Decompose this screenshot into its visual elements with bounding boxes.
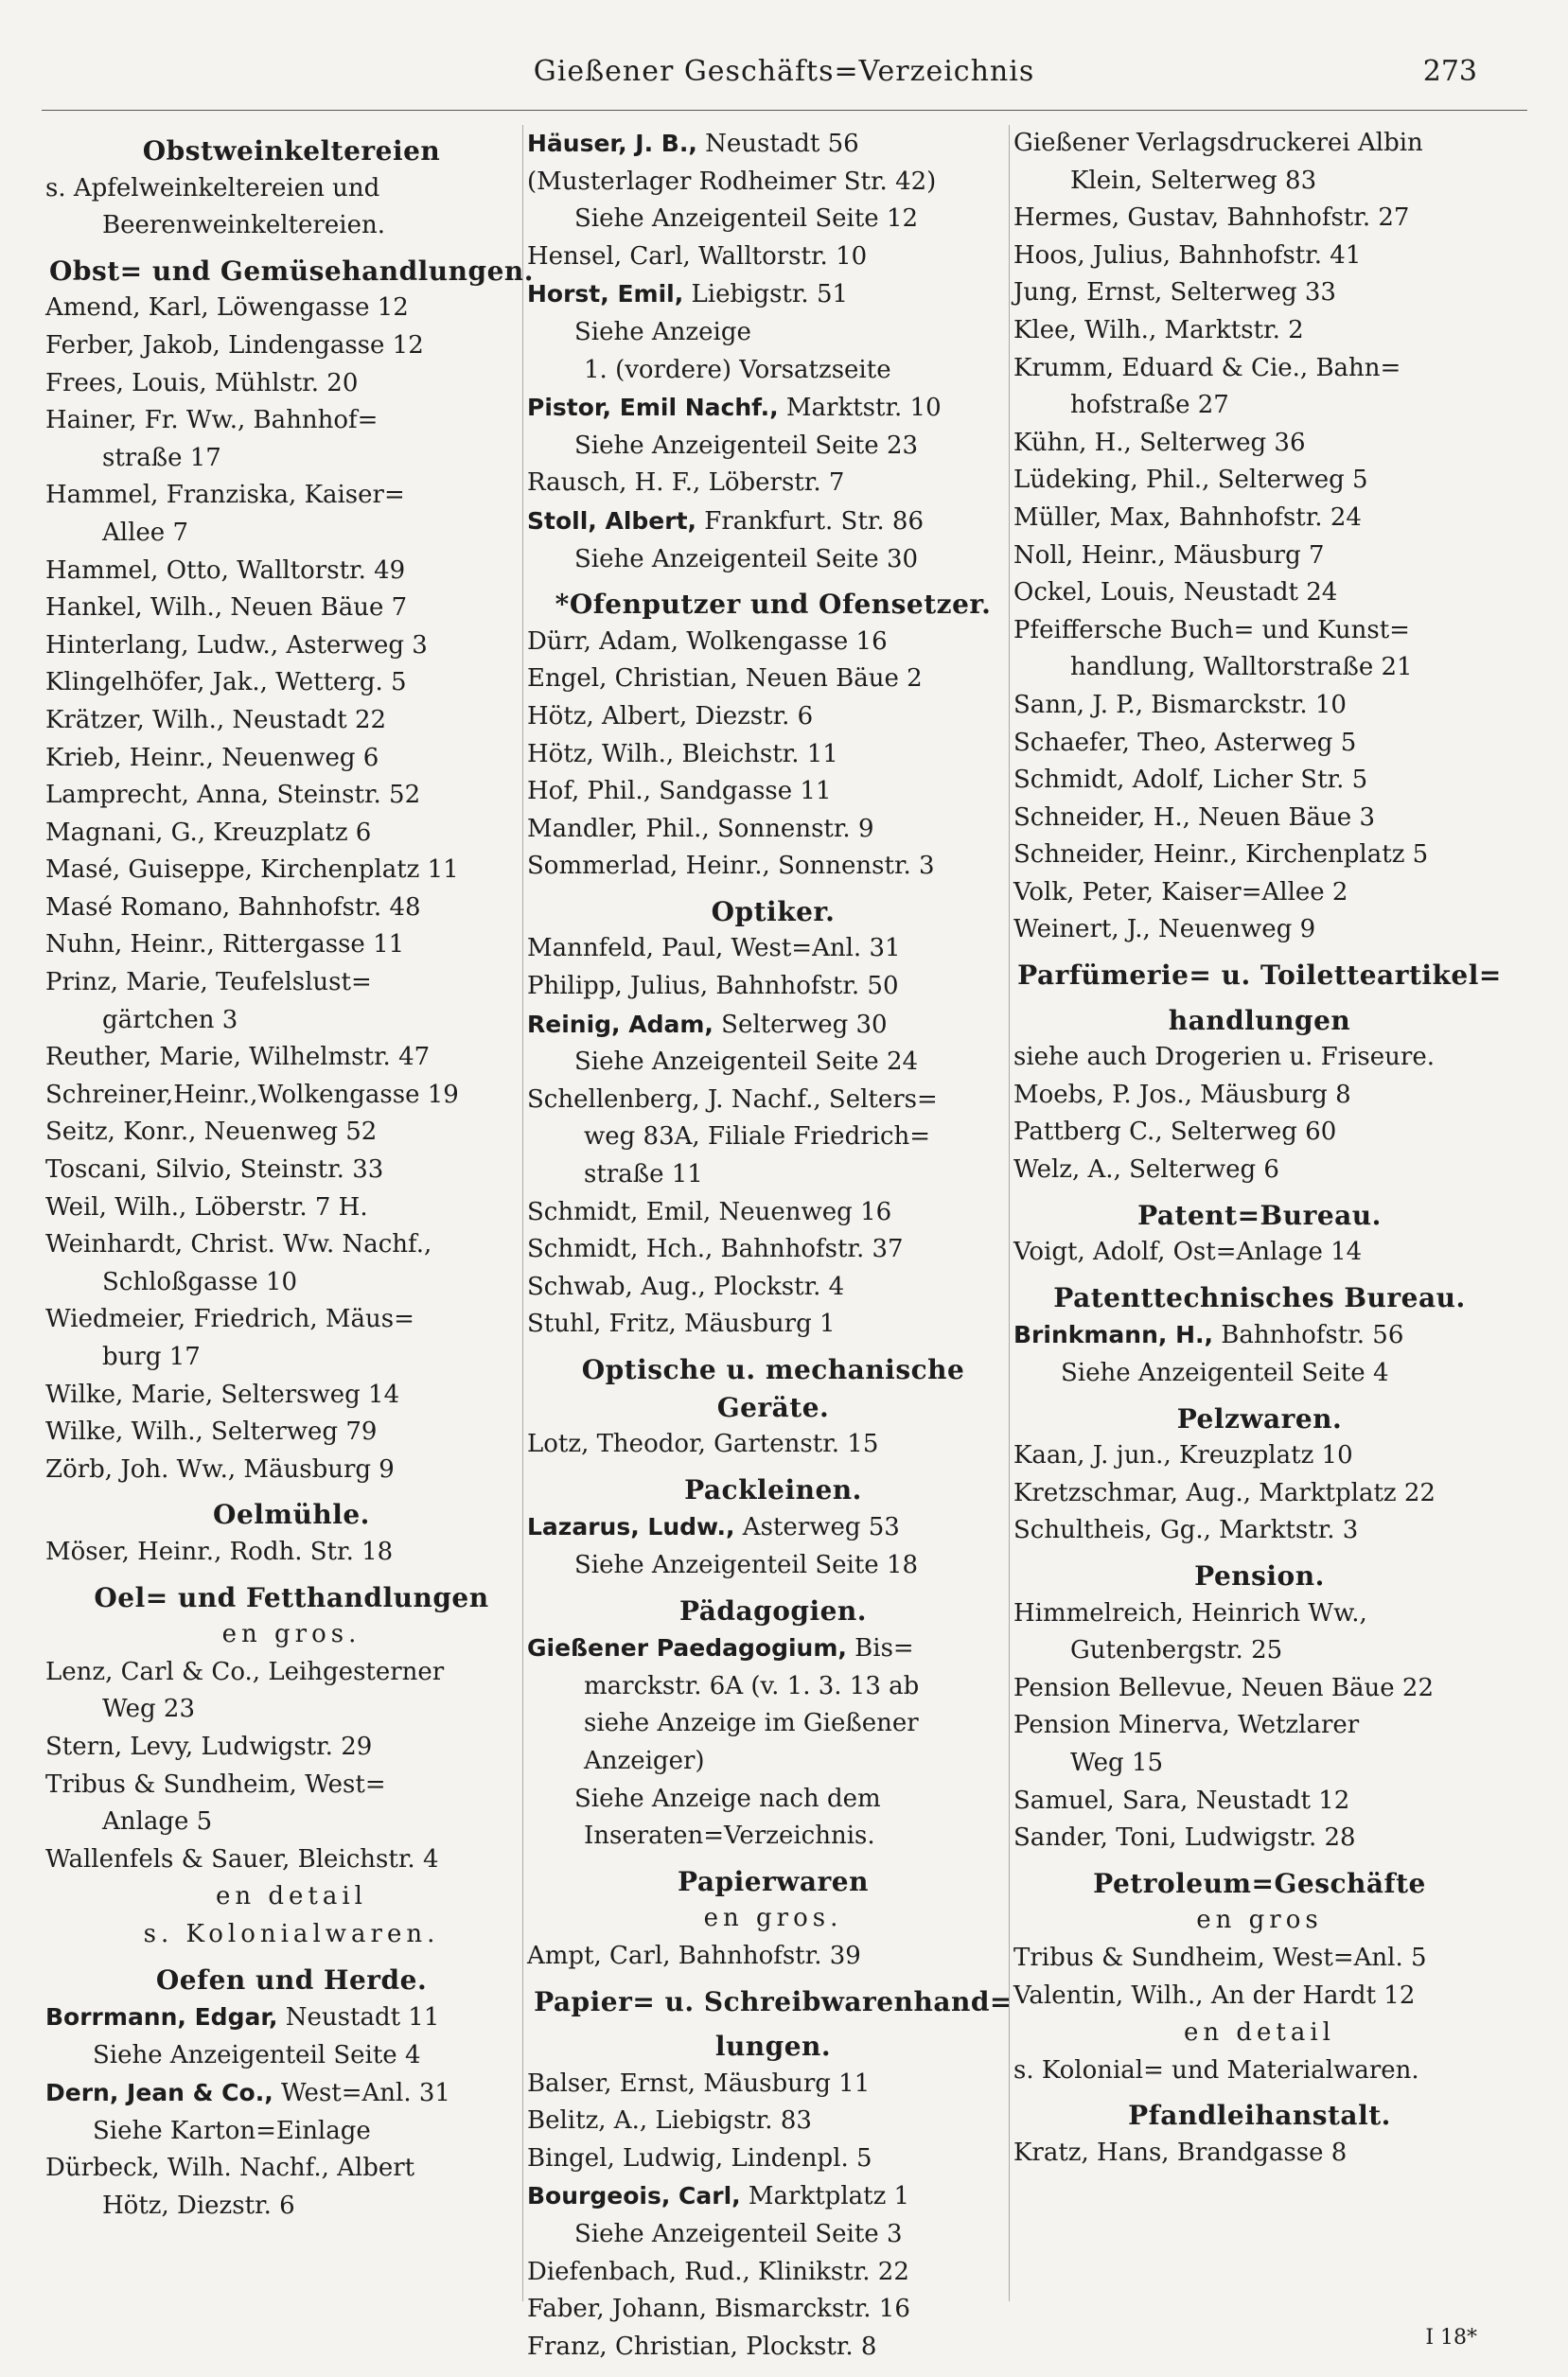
directory-entry: Wilke, Wilh., Selterweg 79 <box>45 1417 378 1447</box>
entry-continuation: Allee 7 <box>102 518 188 547</box>
directory-entry: Gießener Verlagsdruckerei Albin <box>1013 129 1423 157</box>
entry-note: Siehe Anzeigenteil Seite 23 <box>574 431 919 460</box>
directory-entry: Möser, Heinr., Rodh. Str. 18 <box>45 1537 394 1566</box>
directory-entry <box>527 2177 1019 2216</box>
directory-entry: Hermes, Gustav, Bahnhofstr. 27 <box>1013 203 1410 233</box>
directory-entry <box>527 1629 1019 1668</box>
entry-continuation: Weg 23 <box>102 1695 195 1724</box>
directory-entry: Valentin, Wilh., An der Hardt 12 <box>1013 1981 1416 2010</box>
directory-entry: Kratz, Hans, Brandgasse 8 <box>1013 2138 1348 2167</box>
directory-entry: Amend, Karl, Löwengasse 12 <box>45 293 409 323</box>
entry-continuation: Schloßgasse 10 <box>102 1267 298 1296</box>
directory-entry: Stuhl, Fritz, Mäusburg 1 <box>527 1310 836 1339</box>
section-heading: Oelmühle. <box>213 1499 370 1531</box>
section-subheading: en gros. <box>703 1904 843 1933</box>
entry-note: Siehe Anzeigenteil Seite 24 <box>574 1048 919 1077</box>
directory-entry: Magnani, G., Kreuzplatz 6 <box>45 818 372 847</box>
directory-entry: Schreiner,Heinr.,Wolkengasse 19 <box>45 1080 459 1109</box>
section-subheading: en gros. <box>221 1620 361 1649</box>
directory-entry: Hötz, Albert, Diezstr. 6 <box>527 701 814 731</box>
entry-continuation: gärtchen 3 <box>102 1005 238 1034</box>
directory-entry: Wilke, Marie, Seltersweg 14 <box>45 1380 400 1409</box>
entry-continuation: Beerenweinkeltereien. <box>102 211 385 240</box>
entry-name: Stoll, Albert, <box>527 506 697 535</box>
directory-entry: Klingelhöfer, Jak., Wetterg. 5 <box>45 668 407 697</box>
entry-note: Siehe Anzeige nach dem <box>574 1784 881 1813</box>
directory-entry <box>527 1508 1019 1547</box>
directory-entry: Schwab, Aug., Plockstr. 4 <box>527 1272 845 1301</box>
directory-entry: Samuel, Sara, Neustadt 12 <box>1013 1786 1350 1815</box>
entry-continuation: 1. (vordere) Vorsatzseite <box>584 355 891 384</box>
directory-entry: Pattberg C., Selterweg 60 <box>1013 1118 1337 1147</box>
directory-entry: Kühn, H., Selterweg 36 <box>1013 428 1306 457</box>
directory-entry <box>527 275 1019 314</box>
section-subheading: en detail <box>1183 2018 1335 2048</box>
directory-entry: Bingel, Ludwig, Lindenpl. 5 <box>527 2143 872 2173</box>
directory-entry: Frees, Louis, Mühlstr. 20 <box>45 368 359 397</box>
directory-entry: Mandler, Phil., Sonnenstr. 9 <box>527 814 874 843</box>
directory-entry: Masé Romano, Bahnhofstr. 48 <box>45 892 421 922</box>
section-heading: Pfandleihanstalt. <box>1128 2100 1391 2132</box>
directory-entry: Voigt, Adolf, Ost=Anlage 14 <box>1013 1238 1363 1267</box>
directory-entry: Weil, Wilh., Löberstr. 7 H. <box>45 1192 368 1222</box>
column-middle <box>522 125 1019 2361</box>
section-heading: Oefen und Herde. <box>155 1963 428 1996</box>
directory-entry: Stern, Levy, Ludwigstr. 29 <box>45 1732 373 1761</box>
directory-entry: Klee, Wilh., Marktstr. 2 <box>1013 315 1304 344</box>
directory-entry: Schneider, Heinr., Kirchenplatz 5 <box>1013 840 1429 870</box>
section-heading: Obst= und Gemüsehandlungen. <box>49 255 534 287</box>
directory-entry: Müller, Max, Bahnhofstr. 24 <box>1013 502 1362 532</box>
entry-continuation: Klein, Selterweg 83 <box>1070 166 1317 195</box>
directory-entry: siehe auch Drogerien u. Friseure. <box>1013 1043 1435 1072</box>
section-heading: Parfümerie= u. Toiletteartikel= <box>1017 960 1502 992</box>
section-heading: Optiker. <box>711 895 836 927</box>
entry-name: Dern, Jean & Co., <box>45 2079 273 2107</box>
entry-continuation: Gutenbergstr. 25 <box>1070 1636 1283 1665</box>
entry-note: Siehe Anzeige <box>574 317 751 346</box>
directory-entry: Lenz, Carl & Co., Leihgesterner <box>45 1657 445 1686</box>
directory-entry: Wiedmeier, Friedrich, Mäus= <box>45 1305 414 1334</box>
directory-entry: Engel, Christian, Neuen Bäue 2 <box>527 664 923 694</box>
directory-entry: Toscani, Silvio, Steinstr. 33 <box>45 1155 384 1185</box>
directory-entry: Prinz, Marie, Teufelslust= <box>45 968 372 997</box>
directory-entry: s. Apfelweinkeltereien und <box>45 173 380 202</box>
entry-note: Siehe Anzeigenteil Seite 12 <box>574 204 919 234</box>
directory-entry: Mannfeld, Paul, West=Anl. 31 <box>527 934 901 963</box>
entry-name: Borrmann, Edgar, <box>45 2003 278 2032</box>
directory-entry: Welz, A., Selterweg 6 <box>1013 1155 1279 1185</box>
directory-entry <box>527 125 1019 164</box>
entry-note: Siehe Anzeigenteil Seite 30 <box>574 544 919 573</box>
directory-entry: Philipp, Julius, Bahnhofstr. 50 <box>527 972 899 1001</box>
directory-entry: Schmidt, Emil, Neuenweg 16 <box>527 1197 892 1226</box>
directory-entry: Schneider, H., Neuen Bäue 3 <box>1013 802 1375 832</box>
directory-entry: Hammel, Otto, Walltorstr. 49 <box>45 555 406 585</box>
entry-address: Neustadt 11 <box>277 2003 440 2033</box>
directory-entry: Krieb, Heinr., Neuenweg 6 <box>45 743 379 772</box>
entry-address: Bis= <box>846 1634 914 1664</box>
directory-entry: Hinterlang, Ludw., Asterweg 3 <box>45 630 428 660</box>
directory-entry: Sommerlad, Heinr., Sonnenstr. 3 <box>527 852 935 881</box>
directory-entry: Ferber, Jakob, Lindengasse 12 <box>45 330 424 360</box>
directory-entry: Masé, Guiseppe, Kirchenplatz 11 <box>45 855 459 885</box>
section-heading: Petroleum=Geschäfte <box>1093 1867 1426 1899</box>
section-heading: Papier= u. Schreibwarenhand= <box>534 1985 1013 2017</box>
directory-entry: Zörb, Joh. Ww., Mäusburg 9 <box>45 1454 395 1484</box>
entry-note: Siehe Anzeigenteil Seite 4 <box>93 2040 421 2069</box>
entry-name: Bourgeois, Carl, <box>527 2182 741 2210</box>
directory-entry: Diefenbach, Rud., Klinikstr. 22 <box>527 2257 909 2286</box>
section-heading: Oel= und Fetthandlungen <box>94 1581 489 1613</box>
directory-entry: Lotz, Theodor, Gartenstr. 15 <box>527 1430 879 1459</box>
section-heading: Optische u. mechanische Geräte. <box>581 1354 965 1423</box>
entry-note: Siehe Karton=Einlage <box>93 2116 371 2145</box>
directory-entry: Kretzschmar, Aug., Marktplatz 22 <box>1013 1478 1436 1507</box>
directory-entry: Schaefer, Theo, Asterweg 5 <box>1013 728 1357 757</box>
directory-entry: Jung, Ernst, Selterweg 33 <box>1013 278 1336 308</box>
directory-entry: Hötz, Wilh., Bleichstr. 11 <box>527 739 838 768</box>
entry-continuation: straße 11 <box>584 1160 703 1189</box>
column-left <box>45 125 537 2301</box>
entry-continuation: siehe Anzeige im Gießener <box>584 1709 919 1738</box>
directory-entry: Lüdeking, Phil., Selterweg 5 <box>1013 466 1368 495</box>
directory-entry: Franz, Christian, Plockstr. 8 <box>527 2332 877 2361</box>
directory-entry: Dürbeck, Wilh. Nachf., Albert <box>45 2154 415 2183</box>
directory-entry: Schultheis, Gg., Marktstr. 3 <box>1013 1516 1359 1545</box>
entry-address: Frankfurt. Str. 86 <box>696 506 924 536</box>
directory-entry: Reuther, Marie, Wilhelmstr. 47 <box>45 1043 431 1072</box>
directory-entry: Pension Minerva, Wetzlarer <box>1013 1711 1360 1740</box>
directory-entry: Noll, Heinr., Mäusburg 7 <box>1013 540 1325 570</box>
entry-address: Neustadt 56 <box>696 130 859 158</box>
header-rule <box>42 110 1527 111</box>
entry-note: Siehe Anzeigenteil Seite 3 <box>574 2220 903 2249</box>
directory-entry: Himmelreich, Heinrich Ww., <box>1013 1598 1367 1628</box>
entry-address: Marktplatz 1 <box>740 2182 910 2211</box>
directory-entry <box>45 2074 537 2113</box>
directory-entry <box>527 502 1019 541</box>
entry-continuation: straße 17 <box>102 443 221 472</box>
section-heading: Packleinen. <box>684 1473 862 1505</box>
directory-entry: Balser, Ernst, Mäusburg 11 <box>527 2069 871 2098</box>
entry-continuation: weg 83A, Filiale Friedrich= <box>584 1122 931 1152</box>
directory-entry: Nuhn, Heinr., Rittergasse 11 <box>45 930 405 960</box>
directory-entry: Seitz, Konr., Neuenweg 52 <box>45 1118 378 1147</box>
directory-entry: Kaan, J. jun., Kreuzplatz 10 <box>1013 1441 1353 1470</box>
directory-entry: Hoos, Julius, Bahnhofstr. 41 <box>1013 240 1362 270</box>
directory-entry: Dürr, Adam, Wolkengasse 16 <box>527 626 888 656</box>
column-right <box>1009 125 1506 2301</box>
section-heading: Pelzwaren. <box>1176 1402 1343 1435</box>
directory-entry: Hainer, Fr. Ww., Bahnhof= <box>45 406 379 435</box>
page-header <box>0 55 1568 112</box>
directory-entry: Sander, Toni, Ludwigstr. 28 <box>1013 1823 1356 1853</box>
directory-entry: Weinhardt, Christ. Ww. Nachf., <box>45 1230 432 1259</box>
section-heading: lungen. <box>714 2031 832 2063</box>
section-subheading: s. Kolonialwaren. <box>143 1919 440 1948</box>
page-number: 273 <box>1422 55 1477 88</box>
entry-name: Horst, Emil, <box>527 280 684 308</box>
directory-entry: Rausch, H. F., Löberstr. 7 <box>527 468 845 498</box>
entry-address: Bahnhofstr. 56 <box>1213 1321 1404 1350</box>
directory-entry: Krätzer, Wilh., Neustadt 22 <box>45 705 387 734</box>
directory-entry: (Musterlager Rodheimer Str. 42) <box>527 167 937 196</box>
section-subheading: en detail <box>215 1882 367 1911</box>
directory-entry: Krumm, Eduard & Cie., Bahn= <box>1013 353 1401 382</box>
directory-entry: Schmidt, Adolf, Licher Str. 5 <box>1013 766 1368 795</box>
directory-entry: Wallenfels & Sauer, Bleichstr. 4 <box>45 1844 439 1874</box>
directory-entry: Ampt, Carl, Bahnhofstr. 39 <box>527 1941 861 1970</box>
directory-entry: Ockel, Louis, Neustadt 24 <box>1013 578 1338 607</box>
entry-name: Gießener Paedagogium, <box>527 1634 847 1663</box>
section-heading: Obstweinkeltereien <box>142 135 441 167</box>
directory-entry <box>527 389 1019 428</box>
entry-address: Marktstr. 10 <box>778 394 942 423</box>
directory-entry: Sann, J. P., Bismarckstr. 10 <box>1013 690 1347 719</box>
entry-name: Häuser, J. B., <box>527 130 697 157</box>
entry-note: Siehe Anzeigenteil Seite 4 <box>1061 1359 1389 1387</box>
entry-continuation: burg 17 <box>102 1343 201 1371</box>
entry-name: Reinig, Adam, <box>527 1010 714 1038</box>
entry-continuation: hofstraße 27 <box>1070 391 1229 420</box>
entry-continuation: Anzeiger) <box>584 1746 705 1775</box>
entry-address: Selterweg 30 <box>713 1010 888 1039</box>
entry-address: Liebigstr. 51 <box>683 280 849 309</box>
entry-address: West=Anl. 31 <box>273 2079 450 2108</box>
directory-entry <box>527 1006 1019 1045</box>
directory-entry: Pfeiffersche Buch= und Kunst= <box>1013 615 1410 644</box>
directory-entry: Tribus & Sundheim, West= <box>45 1770 386 1799</box>
section-heading: Pension. <box>1194 1559 1325 1592</box>
entry-note: Siehe Anzeigenteil Seite 18 <box>574 1550 919 1579</box>
directory-entry: Lamprecht, Anna, Steinstr. 52 <box>45 781 421 810</box>
entry-continuation: marckstr. 6A (v. 1. 3. 13 ab <box>584 1671 920 1700</box>
entry-name: Lazarus, Ludw., <box>527 1513 735 1541</box>
running-title: Gießener Geschäfts=Verzeichnis <box>533 55 1035 88</box>
directory-entry <box>1013 1316 1506 1355</box>
section-heading: Papierwaren <box>678 1865 869 1897</box>
directory-entry: Belitz, A., Liebigstr. 83 <box>527 2106 812 2136</box>
directory-entry: Weinert, J., Neuenweg 9 <box>1013 915 1316 944</box>
entry-continuation: Anlage 5 <box>102 1807 213 1837</box>
entry-address: Asterweg 53 <box>734 1513 900 1542</box>
directory-entry: Hof, Phil., Sandgasse 11 <box>527 777 832 806</box>
directory-entry: Hammel, Franziska, Kaiser= <box>45 481 405 510</box>
directory-entry: Schellenberg, J. Nachf., Selters= <box>527 1084 938 1114</box>
directory-entry: Moebs, P. Jos., Mäusburg 8 <box>1013 1080 1351 1109</box>
section-heading: *Ofenputzer und Ofensetzer. <box>555 589 992 621</box>
section-heading: Patenttechnisches Bureau. <box>1053 1281 1466 1313</box>
entry-continuation: Hötz, Diezstr. 6 <box>102 2192 295 2221</box>
section-heading: Patent=Bureau. <box>1137 1199 1382 1231</box>
entry-continuation: handlung, Walltorstraße 21 <box>1070 653 1413 682</box>
directory-entry: Pension Bellevue, Neuen Bäue 22 <box>1013 1673 1435 1702</box>
directory-entry: Volk, Peter, Kaiser=Allee 2 <box>1013 877 1348 907</box>
sheet-signature: I 18* <box>1425 2326 1477 2350</box>
directory-entry: s. Kolonial= und Materialwaren. <box>1013 2055 1419 2085</box>
section-heading: handlungen <box>1168 1004 1351 1036</box>
entry-name: Pistor, Emil Nachf., <box>527 394 779 422</box>
entry-continuation: Inseraten=Verzeichnis. <box>584 1822 875 1851</box>
entry-continuation: Weg 15 <box>1070 1748 1163 1777</box>
directory-entry: Faber, Johann, Bismarckstr. 16 <box>527 2295 910 2324</box>
directory-entry: Schmidt, Hch., Bahnhofstr. 37 <box>527 1235 904 1264</box>
directory-entry: Hankel, Wilh., Neuen Bäue 7 <box>45 593 408 623</box>
entry-name: Brinkmann, H., <box>1013 1321 1214 1349</box>
directory-entry: Tribus & Sundheim, West=Anl. 5 <box>1013 1943 1427 1972</box>
directory-entry: Hensel, Carl, Walltorstr. 10 <box>527 241 868 271</box>
section-subheading: en gros <box>1196 1906 1323 1935</box>
section-heading: Pädagogien. <box>678 1594 868 1627</box>
directory-entry <box>45 1998 537 2037</box>
